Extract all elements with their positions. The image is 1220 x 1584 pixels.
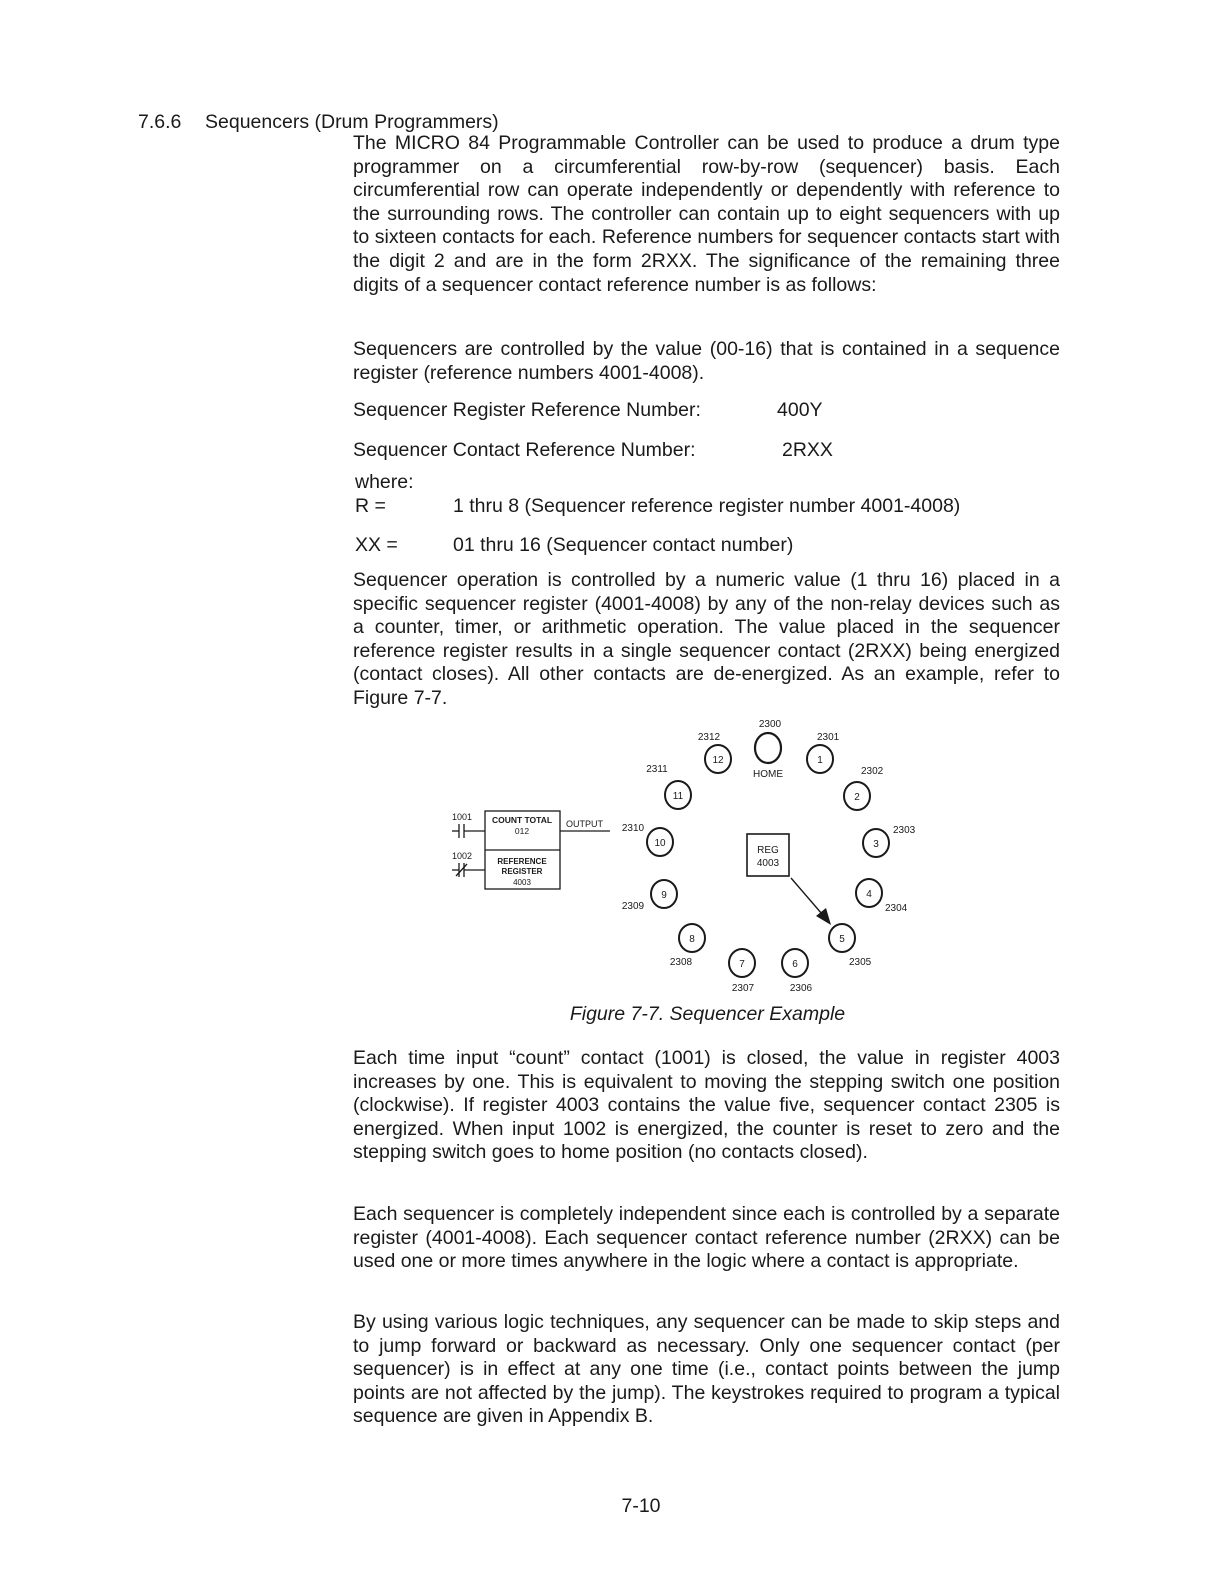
sequencer-contact-number: 2 — [854, 792, 860, 803]
paragraph-each-time: Each time input “count” contact (1001) is closed, the value in register 4003 increases by one. This is equivalent to moving the stepping switch one position (clockwise). If register 4003 contains the value five, sequencer contact 2305 is energized. When input 1002 is energized, the counter is reset to zero and the stepping switch goes to home position (no contacts closed). — [353, 1047, 1060, 1164]
sequencer-contact-ref: 2312 — [697, 732, 721, 743]
register-box-line1: REG — [757, 845, 779, 856]
sequencer-contact-ref: 2306 — [789, 983, 813, 994]
reference-label: REFERENCE — [497, 857, 547, 866]
contact-reference-label: Sequencer Contact Reference Number: — [353, 439, 696, 461]
section-number: 7.6.6 — [138, 111, 182, 133]
paragraph-operation: Sequencer operation is controlled by a numeric value (1 thru 16) placed in a specific sequencer register (4001-4008) by any of the non-relay devices such as a counter, timer, or arithmetic operation. The value placed in the sequencer reference register results in a single sequencer contact (2RXX) being energized (contact closes). All other contacts are de-energized. As an example, refer to Figure 7-7. — [353, 569, 1060, 709]
definition-r-desc: 1 thru 8 (Sequencer reference register number 4001-4008) — [453, 495, 961, 517]
sequencer-contact-number: 7 — [739, 959, 745, 970]
register-box-line2: 4003 — [756, 858, 780, 869]
ladder-input-1001: 1001 — [452, 812, 473, 822]
definition-xx-term: XX = — [355, 534, 398, 556]
sequencer-contact-number: 3 — [873, 839, 879, 850]
sequencer-contact-number: 1 — [817, 755, 823, 766]
sequencer-contact-ref: 2310 — [621, 823, 645, 834]
register-reference-value: 400Y — [777, 399, 823, 421]
sequencer-contact-ref: 2305 — [849, 957, 872, 968]
register-reference-label: Sequencer Register Reference Number: — [353, 399, 701, 421]
sequencer-contact-ref: 2308 — [669, 957, 693, 968]
count-total-value: 012 — [514, 826, 530, 836]
sequencer-contact-number: 6 — [792, 959, 798, 970]
paragraph-logic: By using various logic techniques, any sequencer can be made to skip steps and to jump forward or backward as necessary. Only one sequencer contact (per sequencer) is in effect at any one time (i.e., contact points between the jump points are not affected by the jump). The keystrokes required to program a typical sequence are given in Appendix B. — [353, 1311, 1060, 1428]
home-ref: 2300 — [758, 719, 782, 730]
sequencer-contact-ref: 2303 — [893, 825, 916, 836]
sequencer-contact-number: 8 — [689, 934, 695, 945]
paragraph-intro: The MICRO 84 Programmable Controller can be used to produce a drum type programmer on a circumferential row-by-row (sequencer) basis. Each circumferential row can operate independently or dependently with reference to the surrounding rows. The controller can contain up to eight sequencers with up to sixteen contacts for each. Reference numbers for sequencer contacts start with the digit 2 and are in the form 2RXX. The significance of the remaining three digits of a sequencer contact reference number is as follows: — [353, 132, 1060, 296]
sequencer-contact-ref: 2311 — [646, 764, 668, 775]
home-label: HOME — [753, 769, 783, 780]
contact-reference-value: 2RXX — [782, 439, 833, 461]
paragraph-independent: Each sequencer is completely independent since each is controlled by a separate register (4001-4008). Each sequencer contact reference number (2RXX) can be used one or more times anywhere in the logic where a contact is appropriate. — [353, 1203, 1060, 1273]
where-label: where: — [355, 471, 414, 493]
page-number: 7-10 — [621, 1495, 661, 1517]
figure-caption: Figure 7-7. Sequencer Example — [569, 1003, 846, 1025]
sequencer-contact-ref: 2301 — [817, 732, 840, 743]
sequencer-contact-ref: 2304 — [885, 903, 908, 914]
sequencer-contact-number: 11 — [672, 791, 684, 802]
sequencer-contact-ref: 2302 — [861, 766, 884, 777]
sequencer-contact-number: 9 — [661, 890, 667, 901]
sequencer-contact-ref: 2307 — [731, 983, 755, 994]
sequencer-contact-number: 4 — [866, 889, 872, 900]
sequencer-contact-number: 10 — [654, 838, 666, 849]
definition-r-term: R = — [355, 495, 386, 517]
definition-xx-desc: 01 thru 16 (Sequencer contact number) — [453, 534, 794, 556]
output-label: OUTPUT — [566, 819, 603, 829]
sequencer-contact-number: 5 — [839, 934, 845, 945]
paragraph-controlled: Sequencers are controlled by the value (00-16) that is contained in a sequence register (reference numbers 4001-4008). — [353, 338, 1060, 384]
home-contact — [755, 733, 781, 763]
register-number: 4003 — [513, 878, 531, 887]
register-label: REGISTER — [501, 867, 543, 876]
count-total-label: COUNT TOTAL — [491, 815, 553, 825]
ladder-input-1002: 1002 — [452, 851, 473, 861]
sequencer-contact-number: 12 — [712, 755, 724, 766]
pointer-arrow-line — [791, 878, 822, 914]
section-title: Sequencers (Drum Programmers) — [205, 111, 499, 133]
sequencer-contact-ref: 2309 — [621, 901, 645, 912]
